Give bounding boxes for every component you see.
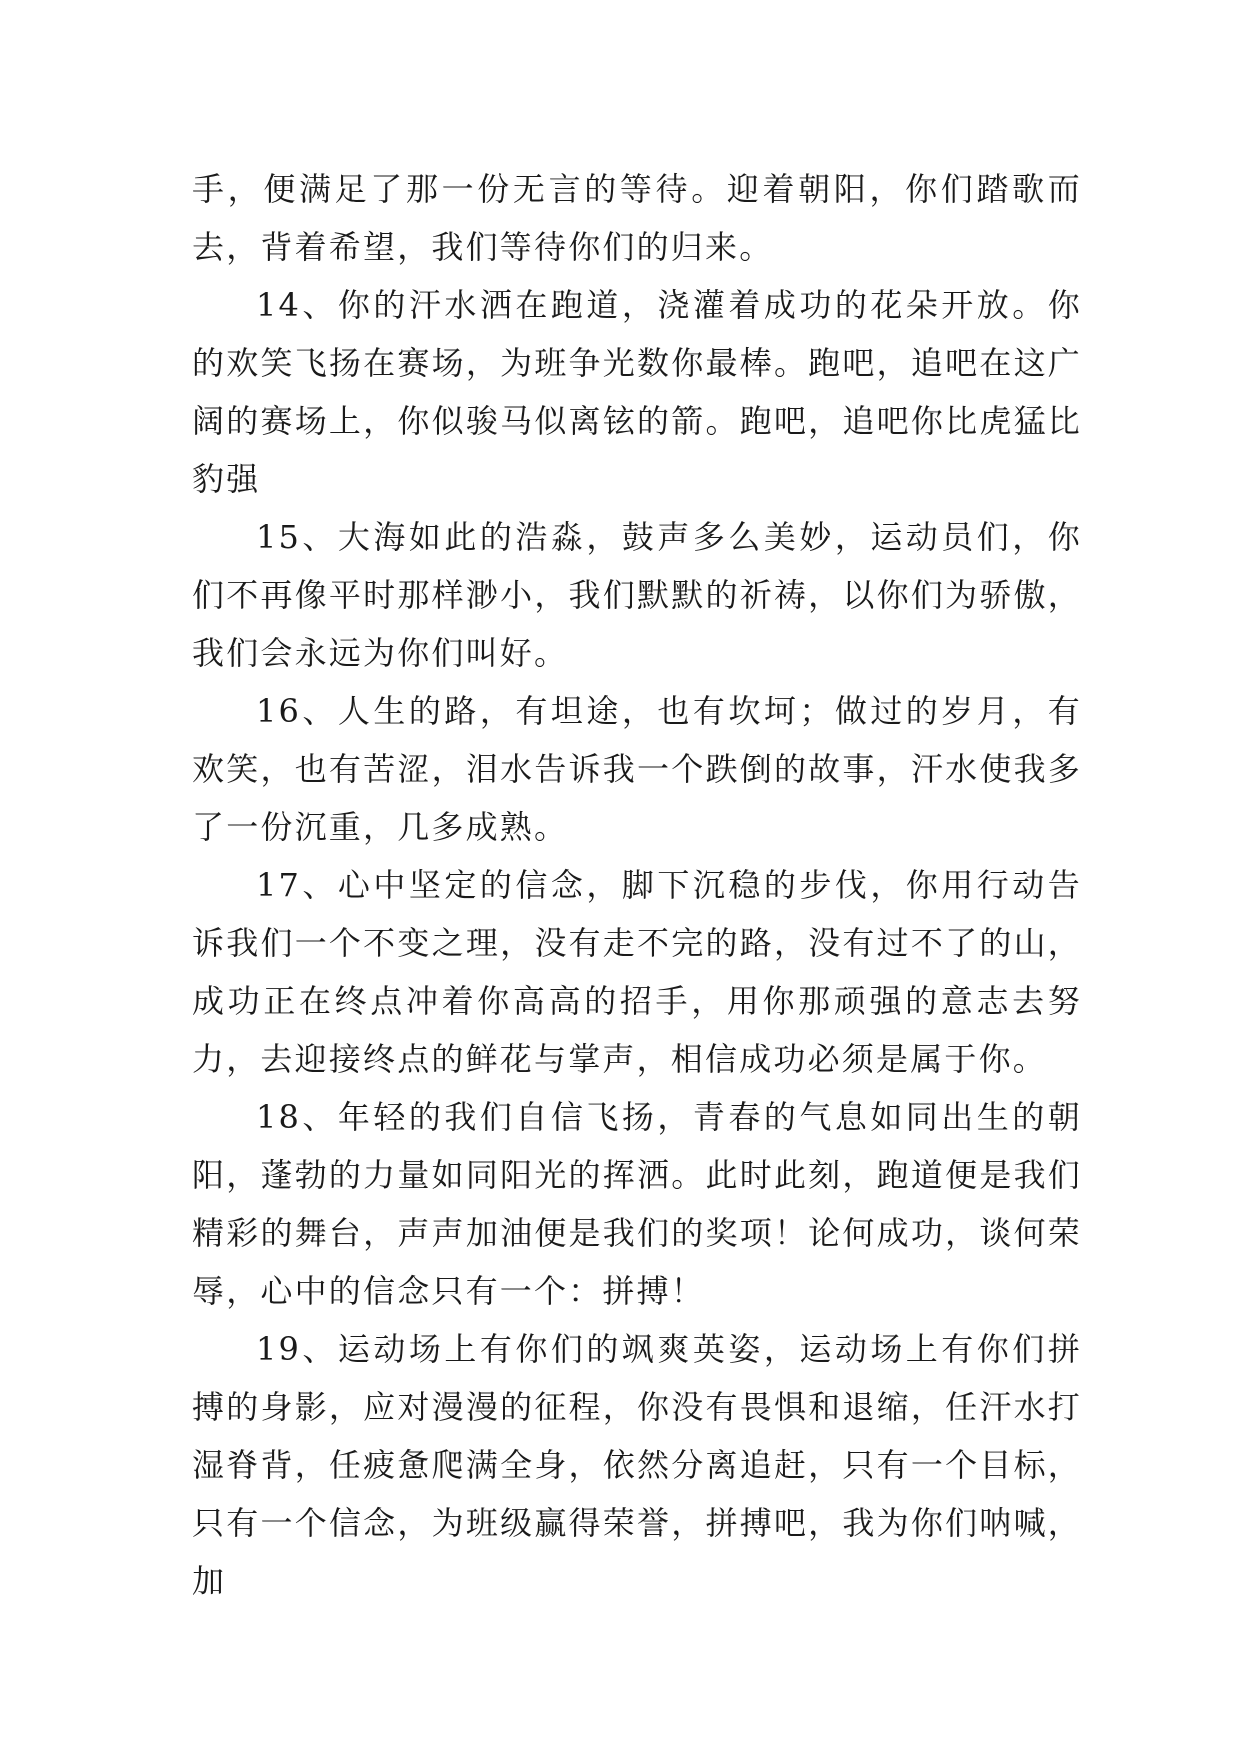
paragraph-16: 16、人生的路，有坦途，也有坎坷；做过的岁月，有欢笑，也有苦涩，泪水告诉我一个跌倒的故事，汗水使我多了一份沉重，几多成熟。	[192, 692, 1082, 846]
paragraph-15: 15、大海如此的浩淼，鼓声多么美妙，运动员们，你们不再像平时那样渺小，我们默默的祈祷，以你们为骄傲，我们会永远为你们叫好。	[192, 518, 1082, 672]
paragraph-18: 18、年轻的我们自信飞扬，青春的气息如同出生的朝阳，蓬勃的力量如同阳光的挥洒。此时此刻，跑道便是我们精彩的舞台，声声加油便是我们的奖项！论何成功，谈何荣辱，心中的信念只有一个：拼搏！	[192, 1098, 1082, 1310]
paragraph-19: 19、运动场上有你们的飒爽英姿，运动场上有你们拼搏的身影，应对漫漫的征程，你没有畏惧和退缩，任汗水打湿脊背，任疲惫爬满全身，依然分离追赶，只有一个目标，只有一个信念，为班级赢得荣誉，拼搏吧，我为你们呐喊，加	[192, 1330, 1082, 1600]
document-body	[192, 160, 1082, 1610]
paragraph-continuation: 手，便满足了那一份无言的等待。迎着朝阳，你们踏歌而去，背着希望，我们等待你们的归来。	[192, 170, 1082, 266]
paragraph-17: 17、心中坚定的信念，脚下沉稳的步伐，你用行动告诉我们一个不变之理，没有走不完的路，没有过不了的山，成功正在终点冲着你高高的招手，用你那顽强的意志去努力，去迎接终点的鲜花与掌声，相信成功必须是属于你。	[192, 866, 1082, 1078]
paragraph-14: 14、你的汗水洒在跑道，浇灌着成功的花朵开放。你的欢笑飞扬在赛场，为班争光数你最棒。跑吧，追吧在这广阔的赛场上，你似骏马似离铉的箭。跑吧，追吧你比虎猛比豹强	[192, 286, 1082, 498]
